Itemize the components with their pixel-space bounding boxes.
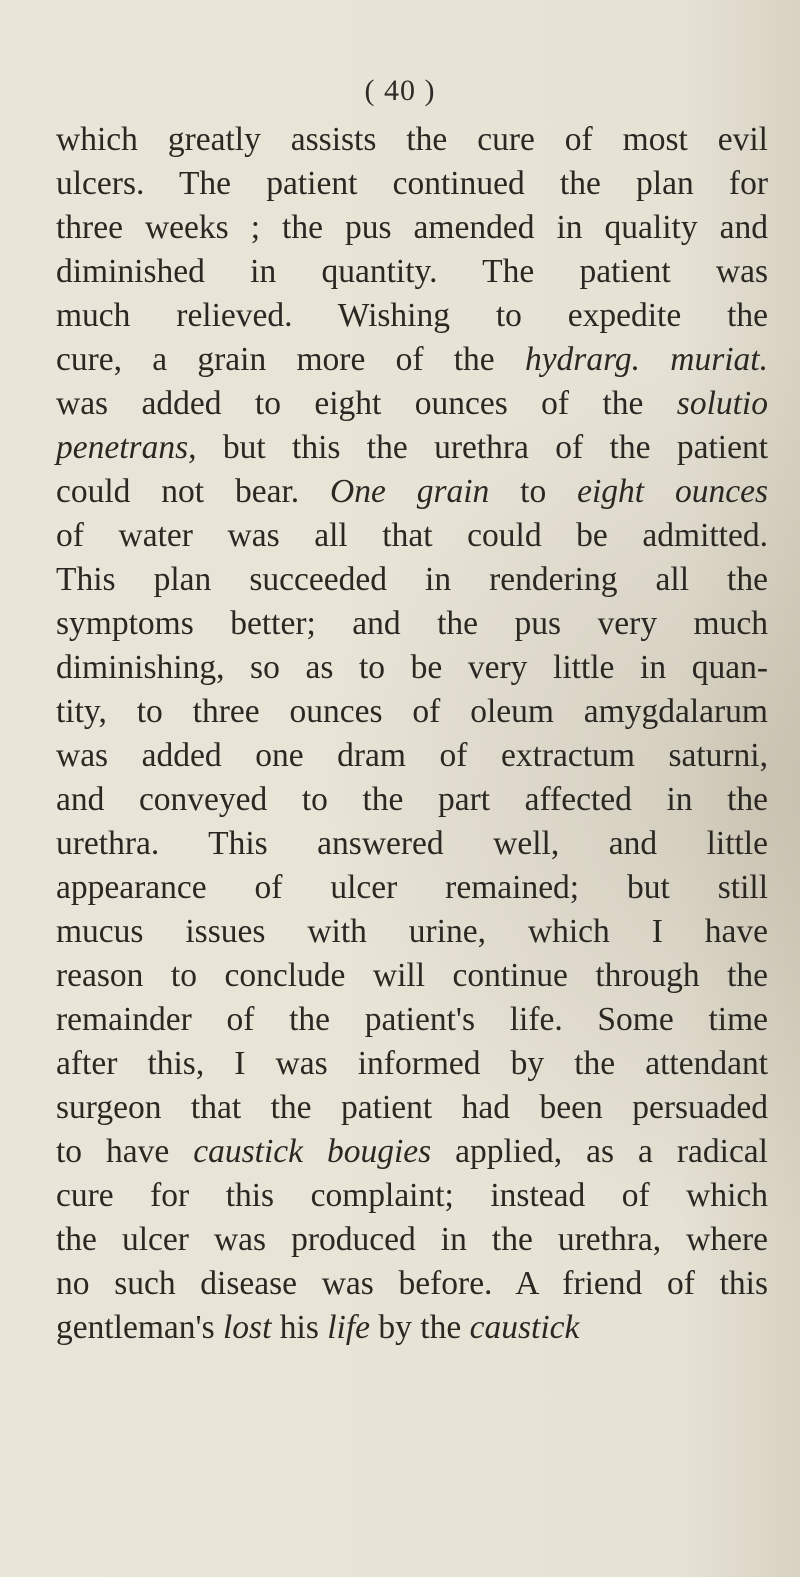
text-segment: was added to eight ounces of the — [56, 385, 677, 422]
text-line — [56, 734, 768, 778]
text-segment: reason to conclude will continue through the — [56, 957, 768, 994]
text-line — [56, 866, 768, 910]
text-line — [56, 382, 768, 426]
text-line — [56, 118, 768, 162]
text-segment: ulcers. The patient continued the plan for — [56, 165, 768, 202]
text-segment: diminished in quantity. The patient was — [56, 253, 768, 290]
text-line — [56, 602, 768, 646]
text-segment: three weeks ; the pus amended in quality and — [56, 209, 768, 246]
text-segment: appearance of ulcer remained; but still — [56, 869, 768, 906]
text-segment: no such disease was before. A friend of this — [56, 1265, 768, 1302]
italic-text: One grain — [330, 473, 490, 510]
text-segment: cure for this complaint; instead of which — [56, 1177, 768, 1214]
text-line — [56, 338, 768, 382]
page-number: ( 40 ) — [364, 74, 436, 107]
text-line — [56, 1218, 768, 1262]
text-line — [56, 998, 768, 1042]
italic-text: solutio — [676, 385, 768, 422]
text-line — [56, 558, 768, 602]
text-line — [56, 778, 768, 822]
italic-text: eight ounces — [577, 473, 769, 510]
text-segment: symptoms better; and the pus very much — [56, 605, 768, 642]
text-line — [56, 1262, 768, 1306]
text-line — [56, 910, 768, 954]
body-text — [56, 118, 768, 1350]
text-segment: much relieved. Wishing to expedite the — [56, 297, 768, 334]
text-line — [56, 426, 768, 470]
text-line — [56, 1042, 768, 1086]
text-line — [56, 954, 768, 998]
text-segment: was added one dram of extractum saturni, — [56, 737, 768, 774]
italic-text: hydrarg. muriat. — [524, 341, 768, 378]
text-segment: after this, I was informed by the attendant — [56, 1045, 768, 1082]
text-segment: This plan succeeded in rendering all the — [56, 561, 768, 598]
text-line — [56, 690, 768, 734]
italic-text: caustick bougies — [193, 1133, 432, 1170]
text-line — [56, 646, 768, 690]
text-line — [56, 1130, 768, 1174]
text-line — [56, 822, 768, 866]
text-segment: tity, to three ounces of oleum amygdalarum — [56, 693, 768, 730]
text-segment: of water was all that could be admitted. — [56, 517, 768, 554]
text-segment: mucus issues with urine, which I have — [56, 913, 768, 950]
text-line — [56, 1174, 768, 1218]
text-segment: by the — [370, 1309, 470, 1346]
text-segment: cure, a grain more of the — [56, 341, 525, 378]
text-line — [56, 250, 768, 294]
text-segment: diminishing, so as to be very little in quan- — [56, 649, 768, 686]
italic-text: life — [327, 1309, 371, 1346]
text-line — [56, 470, 768, 514]
text-segment: surgeon that the patient had been persuaded — [56, 1089, 768, 1126]
text-segment: and conveyed to the part affected in the — [56, 781, 768, 818]
italic-text: lost — [222, 1309, 272, 1346]
italic-text: caustick — [469, 1309, 580, 1346]
italic-text: penetrans, — [56, 429, 197, 466]
text-segment: to — [489, 473, 578, 510]
text-segment: urethra. This answered well, and little — [56, 825, 768, 862]
text-line — [56, 1306, 768, 1350]
text-segment: gentleman's — [56, 1309, 223, 1346]
text-segment: could not bear. — [56, 473, 331, 510]
text-line — [56, 294, 768, 338]
text-segment: to have — [56, 1133, 194, 1170]
text-segment: applied, as a radical — [431, 1133, 768, 1170]
text-line — [56, 514, 768, 558]
text-segment: which greatly assists the cure of most evil — [56, 121, 768, 158]
text-line — [56, 1086, 768, 1130]
text-segment: his — [271, 1309, 328, 1346]
text-segment: the ulcer was produced in the urethra, where — [56, 1221, 768, 1258]
text-segment: remainder of the patient's life. Some time — [56, 1001, 768, 1038]
text-line — [56, 206, 768, 250]
text-line — [56, 162, 768, 206]
text-segment: but this the urethra of the patient — [196, 429, 768, 466]
